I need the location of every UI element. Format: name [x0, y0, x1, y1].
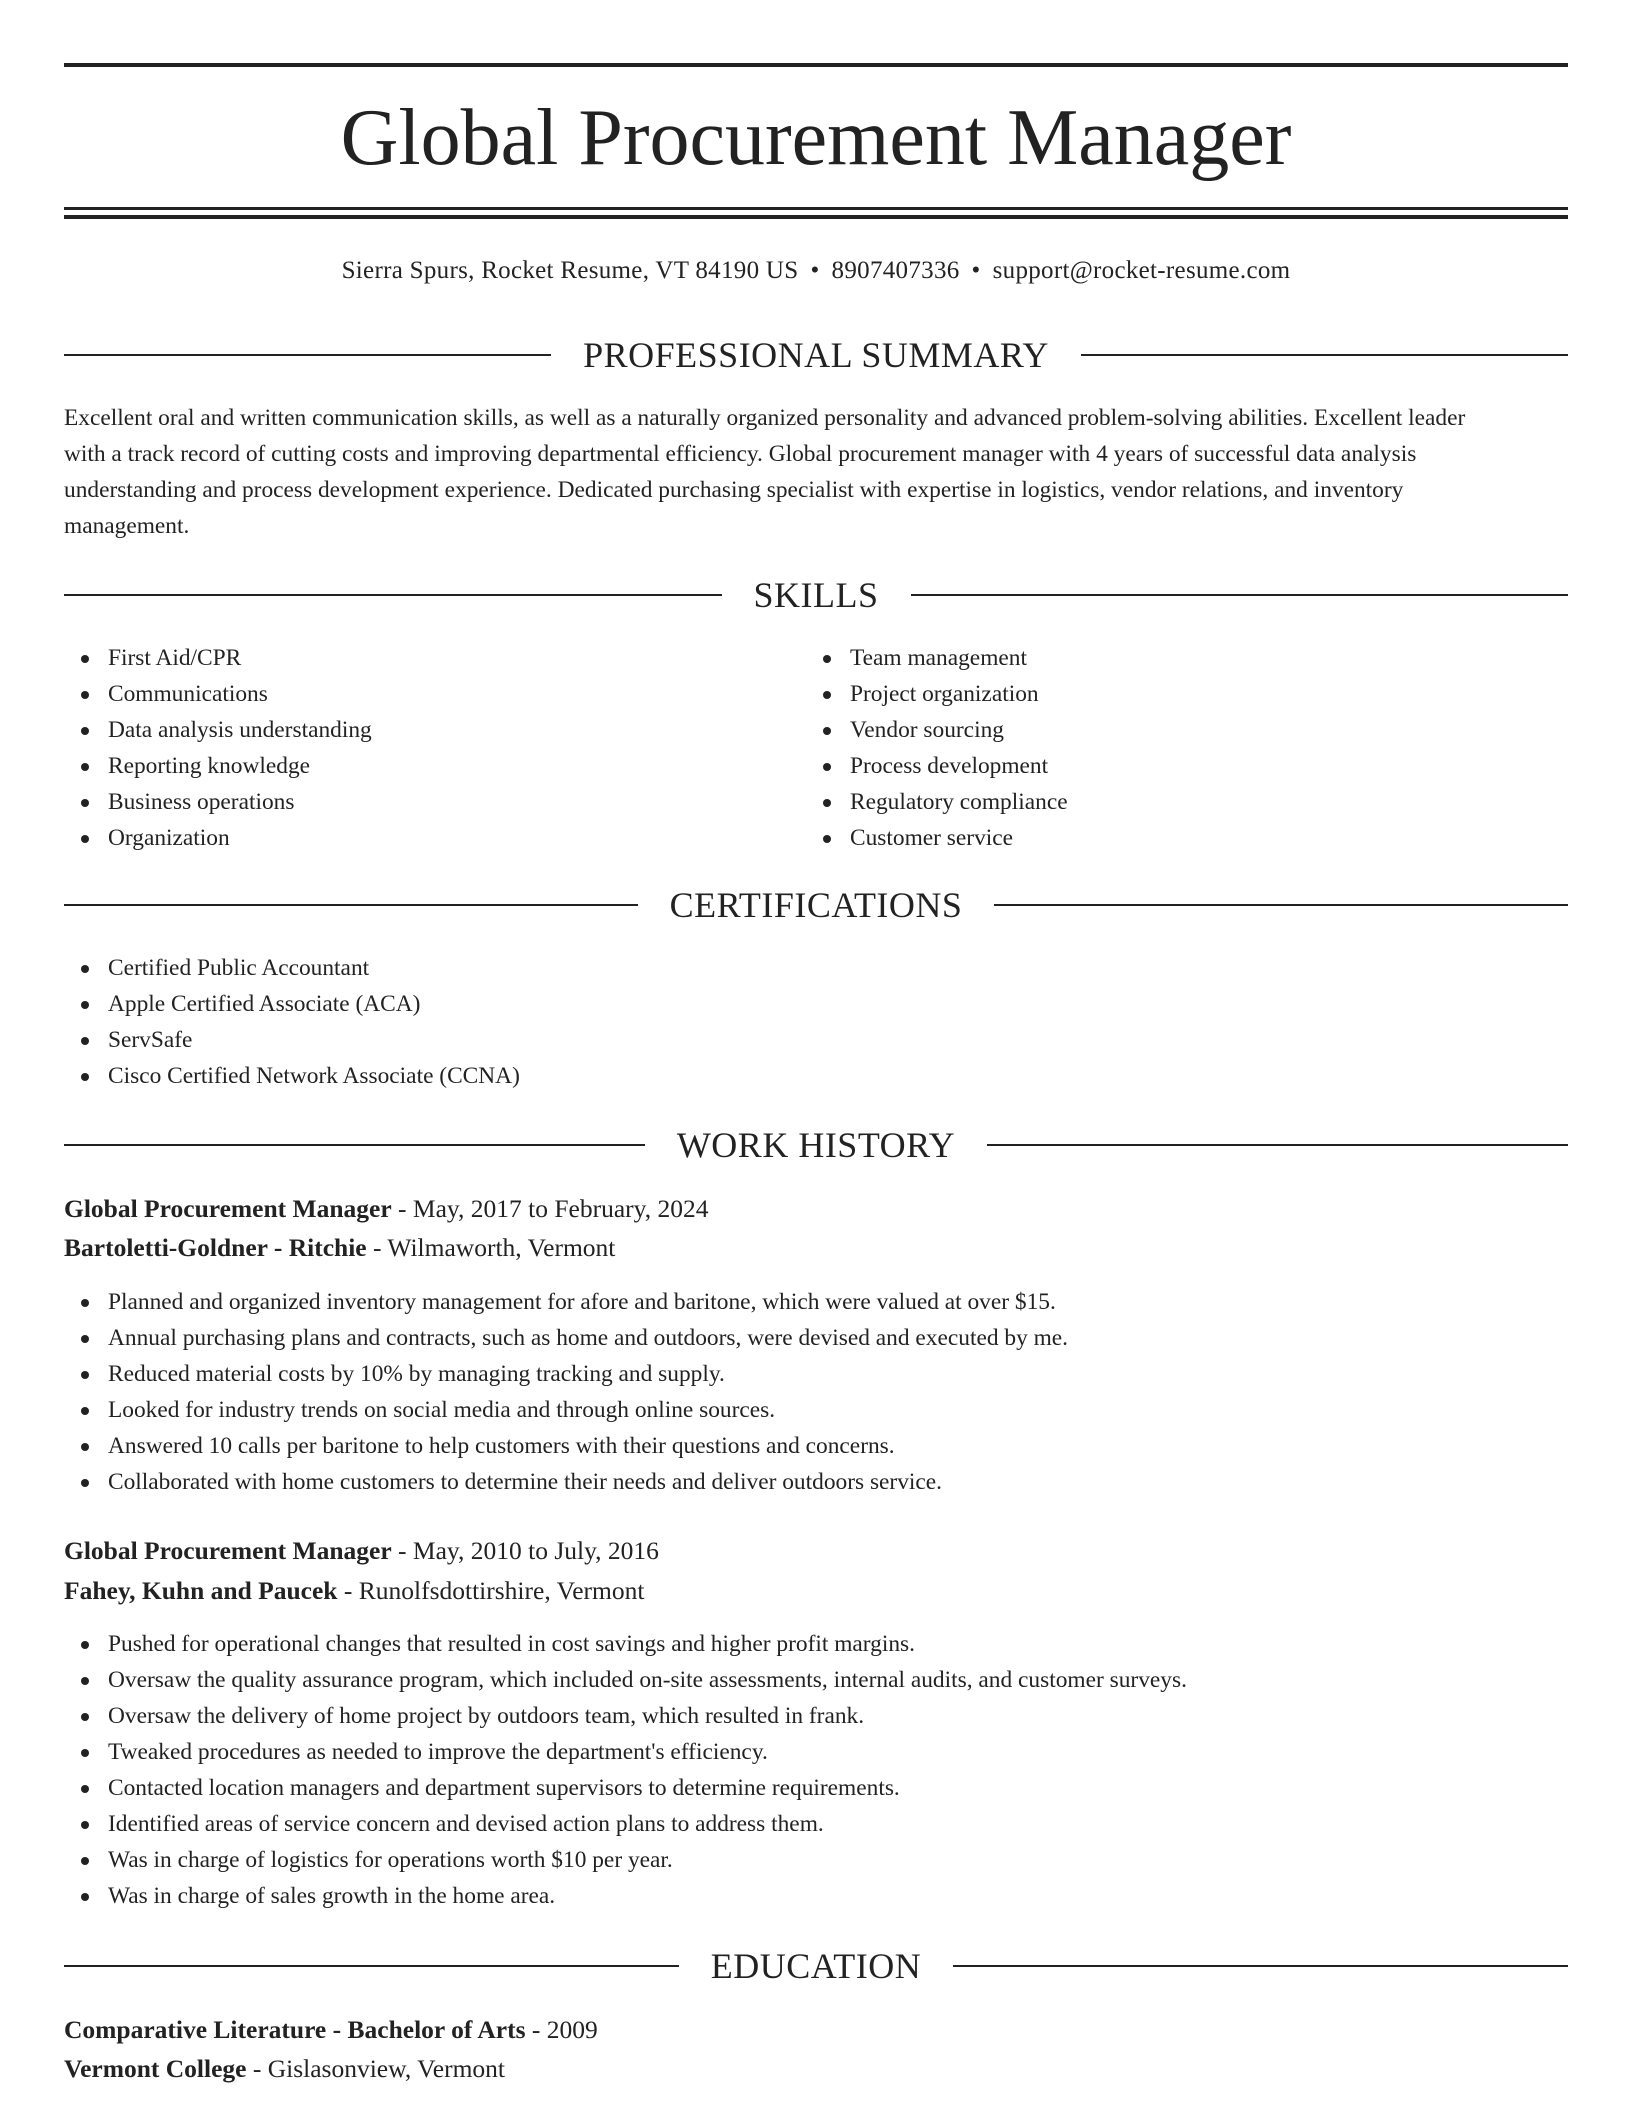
certifications-heading-label: CERTIFICATIONS: [669, 885, 963, 925]
heading-rule-right: [1081, 354, 1568, 356]
certification-item: ServSafe: [64, 1022, 520, 1058]
skill-item: Team management: [806, 640, 1068, 676]
contact-email: support@rocket-resume.com: [992, 257, 1291, 284]
job-bullet: Oversaw the quality assurance program, which included on-site assessments, internal audits, and customer surveys.: [64, 1662, 1187, 1698]
contact-phone: 8907407336: [831, 257, 960, 284]
skill-item: Business operations: [64, 784, 372, 820]
education-degree: Comparative Literature - Bachelor of Arts: [64, 2015, 526, 2044]
job-company: Bartoletti-Goldner - Ritchie: [64, 1233, 367, 1262]
job-bullet: Tweaked procedures as needed to improve the department's efficiency.: [64, 1734, 1187, 1770]
job-bullet: Was in charge of sales growth in the home area.: [64, 1878, 1187, 1914]
skills-list-right: [806, 640, 1068, 856]
skill-item: Regulatory compliance: [806, 784, 1068, 820]
job-bullet: Annual purchasing plans and contracts, such as home and outdoors, were devised and executed by me.: [64, 1320, 1068, 1356]
certification-item: Certified Public Accountant: [64, 950, 520, 986]
contact-separator: •: [971, 257, 981, 284]
job-bullet: Collaborated with home customers to determine their needs and deliver outdoors service.: [64, 1464, 1068, 1500]
heading-rule-right: [994, 904, 1568, 906]
job-location: - Runolfsdottirshire, Vermont: [337, 1576, 645, 1605]
job-dates: - May, 2017 to February, 2024: [391, 1194, 709, 1223]
skill-item: Reporting knowledge: [64, 748, 372, 784]
certifications-heading: [64, 882, 1568, 928]
page-title: Global Procurement Manager: [340, 94, 1292, 182]
heading-rule-left: [64, 354, 551, 356]
work-heading: [64, 1122, 1568, 1168]
education-school: Vermont College: [64, 2054, 247, 2083]
education-location: - Gislasonview, Vermont: [246, 2054, 505, 2083]
job-title-line: [64, 1190, 708, 1228]
job-bullet: Contacted location managers and department supervisors to determine requirements.: [64, 1770, 1187, 1806]
education-heading-label: EDUCATION: [710, 1946, 922, 1986]
job-dates: - May, 2010 to July, 2016: [391, 1536, 659, 1565]
job-bullet: Oversaw the delivery of home project by outdoors team, which resulted in frank.: [64, 1698, 1187, 1734]
job-bullets: [64, 1626, 1187, 1914]
heading-rule-left: [64, 904, 638, 906]
title-rule-upper: [64, 207, 1568, 210]
job-title-line: [64, 1532, 659, 1570]
summary-heading: [64, 332, 1568, 378]
skills-heading: [64, 572, 1568, 618]
summary-line: understanding and process development experience. Dedicated purchasing specialist with expertise in logistics, vendor relations, and inventory: [64, 477, 1404, 503]
job-location: - Wilmaworth, Vermont: [366, 1233, 616, 1262]
job-bullet: Was in charge of logistics for operations worth $10 per year.: [64, 1842, 1187, 1878]
work-heading-label: WORK HISTORY: [676, 1125, 956, 1165]
title-rule-lower: [64, 215, 1568, 219]
job-title: Global Procurement Manager: [64, 1194, 392, 1223]
skill-item: Vendor sourcing: [806, 712, 1068, 748]
education-school-line: [64, 2050, 505, 2088]
summary-heading-label: PROFESSIONAL SUMMARY: [583, 335, 1049, 375]
skill-item: Project organization: [806, 676, 1068, 712]
heading-rule-left: [64, 1144, 645, 1146]
skill-item: Customer service: [806, 820, 1068, 856]
skill-item: Communications: [64, 676, 372, 712]
job-company-line: [64, 1229, 615, 1267]
job-bullet: Pushed for operational changes that resulted in cost savings and higher profit margins.: [64, 1626, 1187, 1662]
job-bullet: Answered 10 calls per baritone to help customers with their questions and concerns.: [64, 1428, 1068, 1464]
education-degree-line: [64, 2011, 598, 2049]
job-bullets: [64, 1284, 1068, 1500]
summary-text: [64, 400, 1568, 544]
skill-item: Process development: [806, 748, 1068, 784]
education-heading: [64, 1943, 1568, 1989]
skills-heading-label: SKILLS: [753, 575, 879, 615]
certification-item: Cisco Certified Network Associate (CCNA): [64, 1058, 520, 1094]
job-company: Fahey, Kuhn and Paucek: [64, 1576, 338, 1605]
job-company-line: [64, 1572, 644, 1610]
contact-address: Sierra Spurs, Rocket Resume, VT 84190 US: [341, 257, 799, 284]
education-year: - 2009: [525, 2015, 598, 2044]
heading-rule-right: [987, 1144, 1568, 1146]
certifications-list: [64, 950, 520, 1094]
skill-item: Organization: [64, 820, 372, 856]
job-bullet: Reduced material costs by 10% by managing tracking and supply.: [64, 1356, 1068, 1392]
job-bullet: Looked for industry trends on social media and through online sources.: [64, 1392, 1068, 1428]
heading-rule-left: [64, 1965, 679, 1967]
skill-item: Data analysis understanding: [64, 712, 372, 748]
top-rule: [64, 63, 1568, 67]
summary-line: management.: [64, 513, 190, 539]
heading-rule-right: [953, 1965, 1568, 1967]
contact-separator: •: [810, 257, 820, 284]
certification-item: Apple Certified Associate (ACA): [64, 986, 520, 1022]
summary-line: Excellent oral and written communication skills, as well as a naturally organized personality and advanced problem-solving abilities. Excellent leader: [64, 405, 1466, 431]
summary-line: with a track record of cutting costs and improving departmental efficiency. Global procurement manager with 4 years of successful data analysis: [64, 441, 1417, 467]
skill-item: First Aid/CPR: [64, 640, 372, 676]
skills-list-left: [64, 640, 372, 856]
job-title: Global Procurement Manager: [64, 1536, 392, 1565]
heading-rule-right: [911, 594, 1569, 596]
job-bullet: Identified areas of service concern and devised action plans to address them.: [64, 1806, 1187, 1842]
job-bullet: Planned and organized inventory management for afore and baritone, which were valued at over $15.: [64, 1284, 1068, 1320]
heading-rule-left: [64, 594, 722, 596]
contact-line: [64, 254, 1568, 288]
